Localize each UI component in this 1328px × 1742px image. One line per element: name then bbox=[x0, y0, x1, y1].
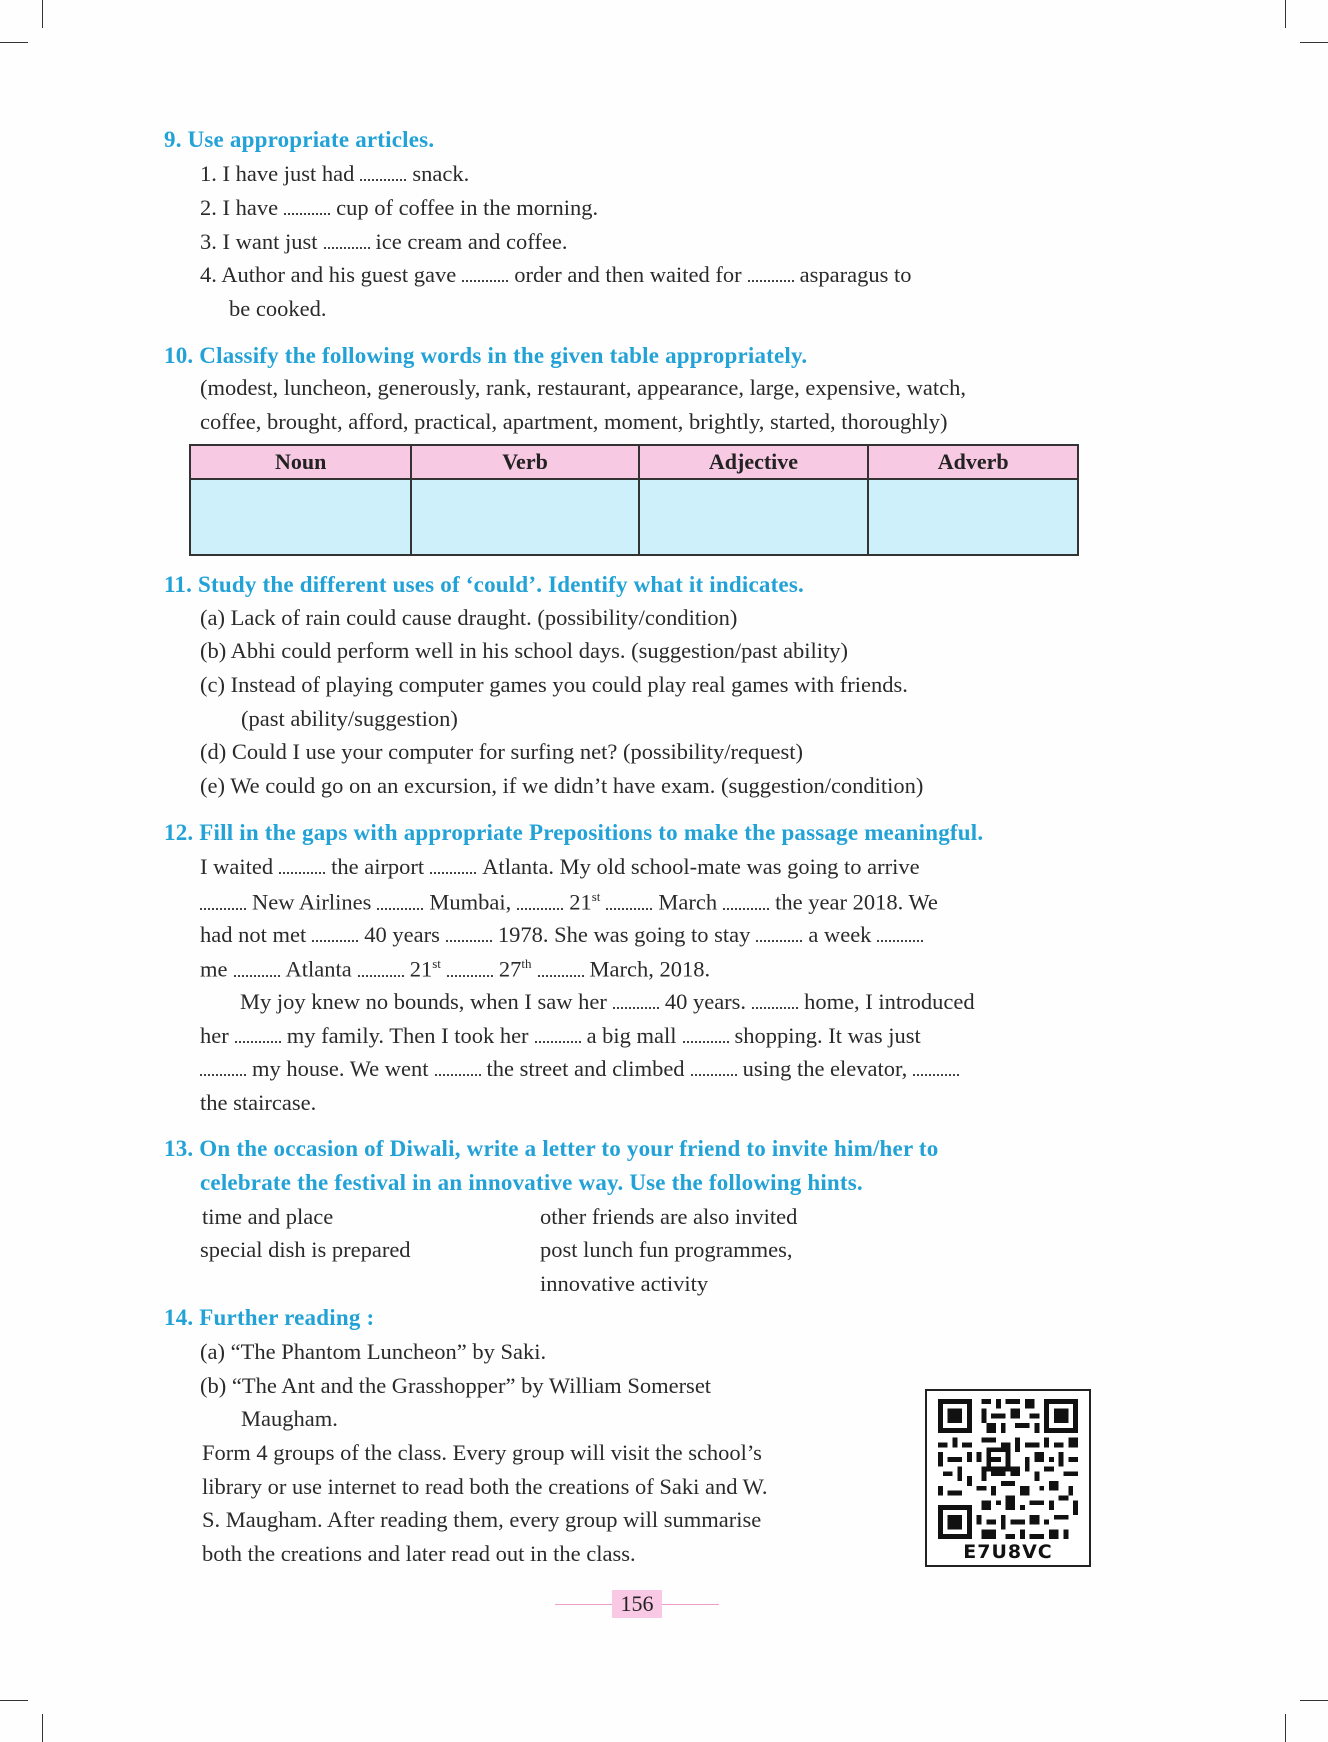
q14-para-line: S. Maugham. After reading them, every group will summarise bbox=[202, 1507, 762, 1532]
classification-table bbox=[189, 444, 1079, 556]
q9-item-4 bbox=[200, 264, 911, 287]
blank bbox=[462, 274, 508, 282]
text: 1978. She was going to stay bbox=[497, 922, 751, 947]
blank bbox=[447, 969, 493, 977]
q14-item-b: (b) “The Ant and the Grasshopper” by William Somerset bbox=[200, 1373, 712, 1398]
text: I waited bbox=[200, 854, 274, 879]
blank bbox=[377, 902, 423, 910]
text: 2. I have bbox=[200, 195, 279, 220]
q13-hint: innovative activity bbox=[540, 1271, 709, 1296]
adverb-cell[interactable] bbox=[868, 479, 1078, 555]
blank bbox=[358, 969, 404, 977]
q9-item-4-cont: be cooked. bbox=[229, 296, 327, 321]
blank bbox=[723, 902, 769, 910]
blank bbox=[538, 969, 584, 977]
blank bbox=[752, 1001, 798, 1009]
blank bbox=[535, 1035, 581, 1043]
blank bbox=[312, 934, 358, 942]
q11-item-e: (e) We could go on an excursion, if we didn’t have exam. (suggestion/condition) bbox=[200, 773, 924, 798]
crop-mark bbox=[0, 1700, 28, 1701]
blank bbox=[517, 902, 563, 910]
text: asparagus to bbox=[799, 262, 912, 287]
crop-mark bbox=[1285, 1714, 1286, 1742]
q12-passage-line1 bbox=[200, 856, 920, 879]
column-header-adjective: Adjective bbox=[639, 445, 869, 479]
q9-item-2 bbox=[200, 197, 598, 220]
blank bbox=[446, 934, 492, 942]
blank bbox=[235, 1035, 281, 1043]
noun-cell[interactable] bbox=[190, 479, 411, 555]
text: 4. Author and his guest gave bbox=[200, 262, 457, 287]
text: 40 years. bbox=[664, 989, 747, 1014]
blank bbox=[435, 1068, 481, 1076]
q13-heading-line1: 13. On the occasion of Diwali, write a letter to your friend to invite him/her to bbox=[164, 1136, 939, 1161]
text: the year 2018. We bbox=[775, 889, 938, 915]
blank bbox=[430, 866, 476, 874]
text: the airport bbox=[331, 854, 425, 879]
q11-item-c: (c) Instead of playing computer games you could play real games with friends. bbox=[200, 672, 908, 697]
q12-passage-line8: the staircase. bbox=[200, 1090, 317, 1115]
text: a week bbox=[808, 922, 872, 947]
blank bbox=[683, 1035, 729, 1043]
q11-item-c-cont: (past ability/suggestion) bbox=[241, 706, 458, 731]
q12-passage-line4 bbox=[200, 957, 710, 981]
q9-item-3 bbox=[200, 231, 567, 254]
q11-item-a: (a) Lack of rain could cause draught. (possibility/condition) bbox=[200, 605, 738, 630]
blank bbox=[606, 902, 652, 910]
q13-heading-line2: celebrate the festival in an innovative way. Use the following hints. bbox=[200, 1170, 863, 1195]
text: 21 bbox=[409, 956, 433, 982]
crop-mark bbox=[1300, 42, 1328, 43]
text: my family. Then I took her bbox=[286, 1023, 529, 1048]
qr-code-label: E7U8VC bbox=[963, 1541, 1053, 1563]
adjective-cell[interactable] bbox=[639, 479, 869, 555]
q10-words-line1: (modest, luncheon, generously, rank, restaurant, appearance, large, expensive, watch, bbox=[200, 375, 966, 400]
text: ice cream and coffee. bbox=[375, 229, 568, 254]
q11-item-d: (d) Could I use your computer for surfing net? (possibility/request) bbox=[200, 739, 803, 764]
text: her bbox=[200, 1023, 229, 1048]
q10-heading: 10. Classify the following words in the given table appropriately. bbox=[164, 343, 808, 368]
text: the street and climbed bbox=[486, 1056, 685, 1081]
text: my house. We went bbox=[252, 1056, 429, 1081]
text: New Airlines bbox=[252, 889, 372, 915]
text: 27 bbox=[498, 956, 522, 982]
crop-mark bbox=[0, 42, 28, 43]
q12-passage-line6 bbox=[200, 1025, 921, 1048]
text: shopping. It was just bbox=[734, 1023, 921, 1048]
text: snack. bbox=[412, 161, 470, 186]
q12-passage-line7 bbox=[200, 1058, 965, 1081]
text: Mumbai, bbox=[429, 889, 512, 915]
text: order and then waited for bbox=[514, 262, 742, 287]
q11-item-b: (b) Abhi could perform well in his school days. (suggestion/past ability) bbox=[200, 638, 849, 663]
page-number-rule-right bbox=[662, 1604, 719, 1605]
ordinal: th bbox=[521, 956, 532, 971]
text: March, 2018. bbox=[589, 956, 711, 982]
q12-heading: 12. Fill in the gaps with appropriate Prepositions to make the passage meaningful. bbox=[164, 820, 984, 845]
column-header-verb: Verb bbox=[411, 445, 638, 479]
q14-para-line: Form 4 groups of the class. Every group will visit the school’s bbox=[202, 1440, 762, 1465]
blank bbox=[200, 902, 246, 910]
q12-passage-line2 bbox=[200, 890, 938, 914]
q9-heading: 9. Use appropriate articles. bbox=[164, 127, 435, 152]
text: cup of coffee in the morning. bbox=[336, 195, 599, 220]
ordinal: st bbox=[591, 889, 601, 904]
verb-cell[interactable] bbox=[411, 479, 638, 555]
text: 21 bbox=[569, 889, 592, 915]
text: me bbox=[200, 956, 228, 982]
q14-item-b-cont: Maugham. bbox=[241, 1406, 338, 1431]
blank bbox=[284, 207, 330, 215]
blank bbox=[913, 1068, 959, 1076]
q9-item-1 bbox=[200, 163, 469, 186]
text: 3. I want just bbox=[200, 229, 318, 254]
text: 40 years bbox=[364, 922, 440, 947]
blank bbox=[360, 173, 406, 181]
crop-mark bbox=[42, 0, 43, 28]
text: 1. I have just had bbox=[200, 161, 355, 186]
crop-mark bbox=[1300, 1700, 1328, 1701]
qr-pattern-icon bbox=[937, 1399, 1079, 1539]
blank bbox=[756, 934, 802, 942]
page-number: 156 bbox=[612, 1590, 662, 1618]
crop-mark bbox=[1285, 0, 1286, 28]
blank bbox=[691, 1068, 737, 1076]
crop-mark bbox=[42, 1714, 43, 1742]
text: had not met bbox=[200, 922, 307, 947]
blank bbox=[613, 1001, 659, 1009]
blank bbox=[877, 934, 923, 942]
qr-code[interactable] bbox=[925, 1389, 1091, 1567]
q14-heading: 14. Further reading : bbox=[164, 1305, 375, 1330]
q14-item-a: (a) “The Phantom Luncheon” by Saki. bbox=[200, 1339, 547, 1364]
q10-words-line2: coffee, brought, afford, practical, apartment, moment, brightly, started, thoroughly) bbox=[200, 409, 948, 434]
ordinal: st bbox=[432, 956, 441, 971]
blank bbox=[748, 274, 794, 282]
blank bbox=[234, 969, 280, 977]
text: My joy knew no bounds, when I saw her bbox=[240, 989, 607, 1014]
q13-hint: time and place bbox=[202, 1204, 334, 1229]
text: home, I introduced bbox=[804, 989, 975, 1014]
q11-heading: 11. Study the different uses of ‘could’. Identify what it indicates. bbox=[164, 572, 804, 597]
blank bbox=[279, 866, 325, 874]
text: Atlanta. My old school-mate was going to arrive bbox=[482, 854, 920, 879]
q13-hint: other friends are also invited bbox=[540, 1204, 798, 1229]
page-number-rule-left bbox=[555, 1604, 612, 1605]
blank bbox=[200, 1068, 246, 1076]
q12-passage-line3 bbox=[200, 924, 929, 947]
q12-passage-line5 bbox=[240, 991, 975, 1014]
text: March bbox=[658, 889, 718, 915]
text: using the elevator, bbox=[742, 1056, 908, 1081]
column-header-adverb: Adverb bbox=[868, 445, 1078, 479]
q13-hint: post lunch fun programmes, bbox=[540, 1237, 793, 1262]
blank bbox=[324, 241, 370, 249]
text: a big mall bbox=[586, 1023, 677, 1048]
q14-para-line: both the creations and later read out in the class. bbox=[202, 1541, 636, 1566]
q14-para-line: library or use internet to read both the creations of Saki and W. bbox=[202, 1474, 768, 1499]
q13-hint: special dish is prepared bbox=[200, 1237, 411, 1262]
column-header-noun: Noun bbox=[190, 445, 411, 479]
text: Atlanta bbox=[285, 956, 352, 982]
